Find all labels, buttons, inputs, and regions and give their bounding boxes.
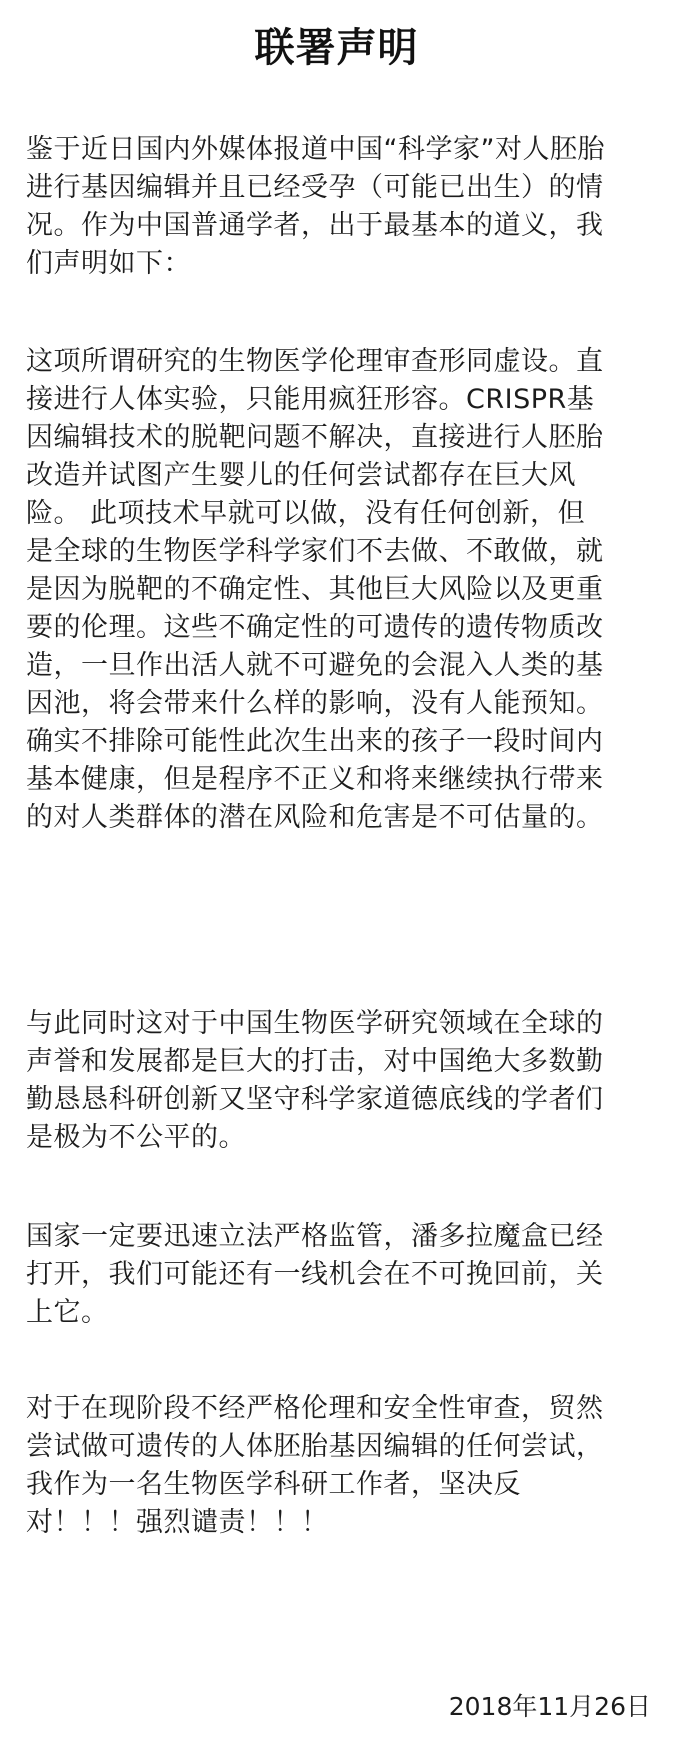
paragraph-legislation bbox=[26, 1218, 656, 1332]
text-line: 们声明如下： bbox=[26, 248, 191, 279]
text-line: 尝试做可遗传的人体胚胎基因编辑的任何尝试， bbox=[26, 1431, 604, 1462]
text-line: 险。 此项技术早就可以做，没有任何创新，但 bbox=[26, 498, 586, 529]
text-line: 鉴于近日国内外媒体报道中国“科学家”对人胚胎 bbox=[26, 134, 605, 165]
text-line: 对！！！强烈谴责！！！ bbox=[26, 1507, 329, 1538]
statement-date: 2018年11月26日 bbox=[448, 1692, 651, 1721]
text-line: 是全球的生物医学科学家们不去做、不敢做，就 bbox=[26, 536, 604, 567]
text-line: 因池，将会带来什么样的影响，没有人能预知。 bbox=[26, 688, 604, 719]
text-line: 的对人类群体的潜在风险和危害是不可估量的。 bbox=[26, 802, 604, 833]
text-line: 况。作为中国普通学者，出于最基本的道义，我 bbox=[26, 210, 604, 241]
text-line: 上它。 bbox=[26, 1297, 109, 1328]
text-line: 确实不排除可能性此次生出来的孩子一段时间内 bbox=[26, 726, 604, 757]
text-line: 因编辑技术的脱靶问题不解决，直接进行人胚胎 bbox=[26, 422, 604, 453]
text-line: 进行基因编辑并且已经受孕（可能已出生）的情 bbox=[26, 172, 604, 203]
text-line: 基本健康，但是程序不正义和将来继续执行带来 bbox=[26, 764, 604, 795]
text-line: 对于在现阶段不经严格伦理和安全性审查，贸然 bbox=[26, 1393, 604, 1424]
paragraph-reputation bbox=[26, 1005, 656, 1157]
text-line: 国家一定要迅速立法严格监管，潘多拉魔盒已经 bbox=[26, 1221, 604, 1252]
text-line: 改造并试图产生婴儿的任何尝试都存在巨大风 bbox=[26, 460, 576, 491]
text-line: 与此同时这对于中国生物医学研究领域在全球的 bbox=[26, 1008, 604, 1039]
text-line: 这项所谓研究的生物医学伦理审查形同虚设。直 bbox=[26, 346, 604, 377]
text-line: 勤恳恳科研创新又坚守科学家道德底线的学者们 bbox=[26, 1084, 604, 1115]
page-title: 联署声明 bbox=[254, 25, 419, 71]
text-line: 造，一旦作出活人就不可避免的会混入人类的基 bbox=[26, 650, 604, 681]
text-line: 接进行人体实验，只能用疯狂形容。CRISPR基 bbox=[26, 384, 595, 415]
text-line: 打开，我们可能还有一线机会在不可挽回前，关 bbox=[26, 1259, 604, 1290]
text-line: 要的伦理。这些不确定性的可遗传的遗传物质改 bbox=[26, 612, 604, 643]
text-line: 我作为一名生物医学科研工作者，坚决反 bbox=[26, 1469, 521, 1500]
text-line: 声誉和发展都是巨大的打击，对中国绝大多数勤 bbox=[26, 1046, 604, 1077]
paragraph-intro bbox=[26, 131, 656, 283]
text-line: 是因为脱靶的不确定性、其他巨大风险以及更重 bbox=[26, 574, 604, 605]
text-line: 是极为不公平的。 bbox=[26, 1122, 246, 1153]
paragraph-condemnation bbox=[26, 1390, 656, 1542]
paragraph-ethics bbox=[26, 343, 656, 837]
